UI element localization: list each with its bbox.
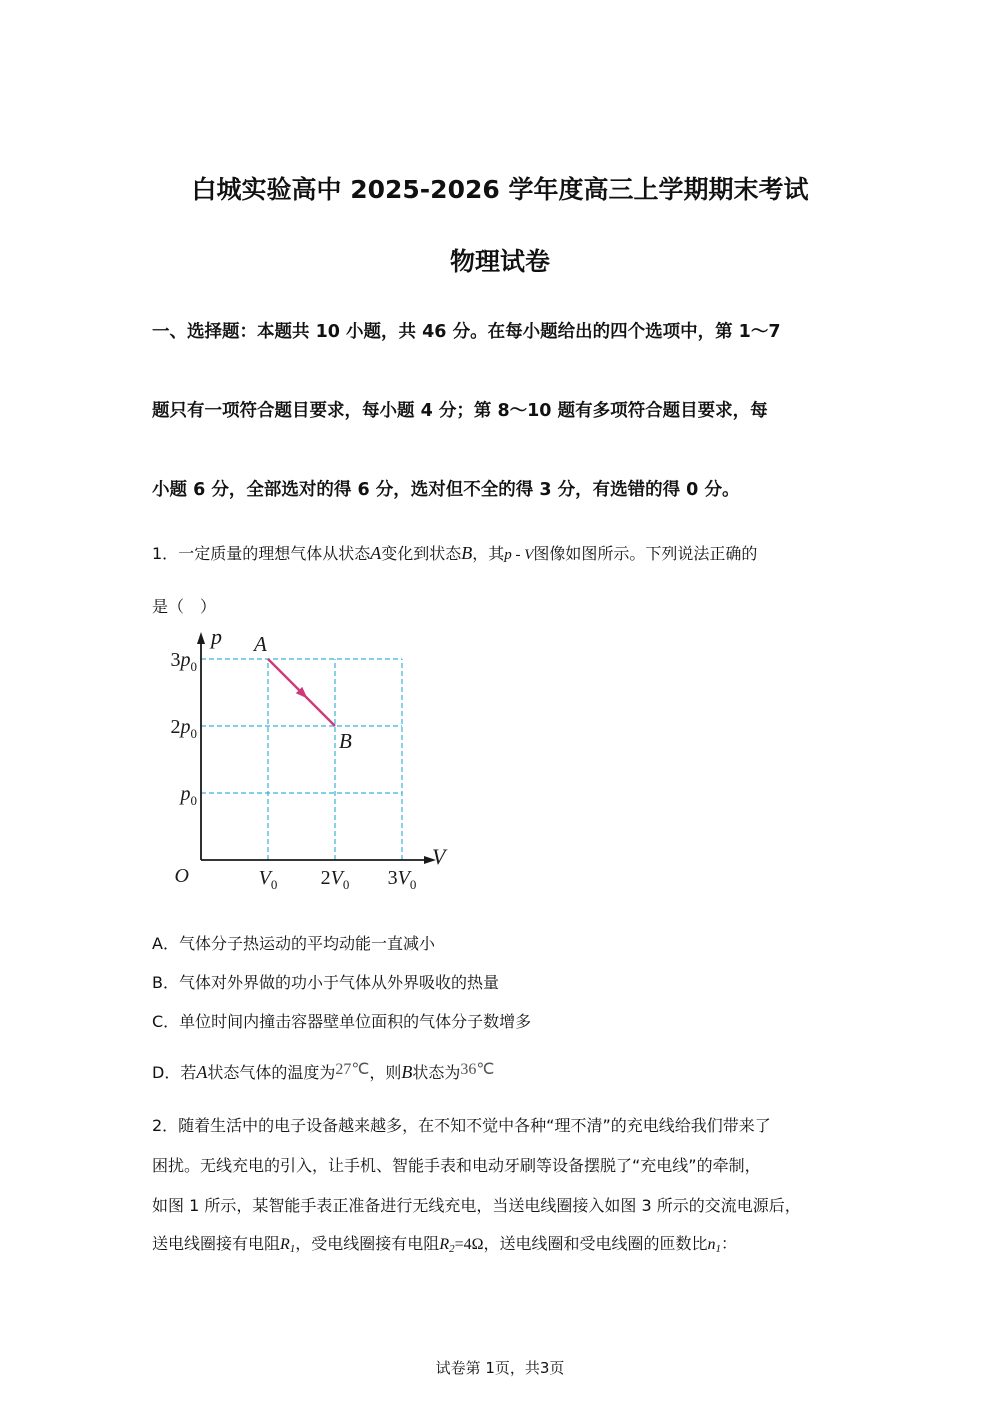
diagram-labels <box>171 626 449 892</box>
q1-stem-c: ，其 <box>472 544 505 563</box>
axes <box>197 632 436 864</box>
q1-number: 1． <box>152 544 179 563</box>
q2-line-4-c: ，送电线圈和受电线圈的匝数比 <box>483 1234 708 1253</box>
q1-stem-line-1 <box>152 541 757 564</box>
y-tick-label: $p_0$ <box>180 783 197 808</box>
q1-option-a[interactable]: A．气体分子热运动的平均动能一直减小 <box>152 934 435 953</box>
q1-option-d-mid: 状态气体的温度为 <box>207 1063 336 1082</box>
point-a-label: A <box>254 632 267 656</box>
q2-line-1: 2．随着生活中的电子设备越来越多，在不知不觉中各种“理不清”的充电线给我们带来了 <box>152 1116 771 1135</box>
section-heading-line-3: 小题 6 分，全部选对的得 6 分，选对但不全的得 3 分，有选错的得 0 分。 <box>152 480 740 500</box>
page-footer: 试卷第 1页，共3页 <box>435 1359 565 1377</box>
q1-stem-a: 一定质量的理想气体从状态 <box>178 544 371 563</box>
q2-r1-sub: 1 <box>289 1243 296 1255</box>
pv-diagram <box>160 626 460 896</box>
q2-line-4 <box>152 1231 737 1255</box>
q1-stem-line-2: 是（ ） <box>152 597 217 616</box>
x-axis-label: V <box>432 844 446 869</box>
q1-pv-label: p - V <box>504 547 534 563</box>
q1-option-d-var-a: A <box>196 1062 208 1082</box>
q1-var-a: A <box>370 543 382 563</box>
q2-line-3: 如图 1 所示，某智能手表正准备进行无线充电，当送电线圈接入如图 3 所示的交流电源后， <box>152 1196 801 1215</box>
x-tick-label: $V_0$ <box>258 867 278 892</box>
section-heading-line-2: 题只有一项符合题目要求，每小题 4 分；第 8～10 题有多项符合题目要求，每 <box>152 401 768 421</box>
q1-stem-d: 图像如图所示。下列说法正确的 <box>533 544 758 563</box>
q1-option-d[interactable] <box>152 1060 494 1083</box>
q1-var-b: B <box>461 543 473 563</box>
subject-title: 物理试卷 <box>449 247 550 276</box>
q2-line-4-a: 送电线圈接有电阻 <box>152 1234 281 1253</box>
y-tick-label: $3p_0$ <box>170 649 197 674</box>
q2-r2-value: =4Ω <box>454 1236 484 1253</box>
q2-n1: n <box>707 1236 716 1253</box>
q1-option-b[interactable]: B．气体对外界做的功小于气体从外界吸收的热量 <box>152 973 499 992</box>
exam-title: 白城实验高中 2025-2026 学年度高三上学期期末考试 <box>191 175 809 204</box>
q1-stem-b: 变化到状态 <box>381 544 462 563</box>
q2-line-4-b: ，受电线圈接有电阻 <box>295 1234 440 1253</box>
q1-option-d-post: 状态为 <box>412 1063 461 1082</box>
q2-line-2: 困扰。无线充电的引入，让手机、智能手表和电动牙刷等设备摆脱了“充电线”的牵制， <box>152 1156 761 1175</box>
process-arrow <box>268 659 335 726</box>
q1-option-c[interactable]: C．单位时间内撞击容器壁单位面积的气体分子数增多 <box>152 1012 532 1031</box>
q2-n1-sub: 1 <box>715 1243 722 1255</box>
q2-line-4-d: ： <box>721 1234 738 1253</box>
q1-option-d-temp-a: 27℃ <box>335 1061 370 1078</box>
point-b-label: B <box>339 729 352 753</box>
q2-r2-sub: 2 <box>449 1243 455 1255</box>
y-tick-label: $2p_0$ <box>170 716 197 741</box>
section-heading-line-1: 一、选择题：本题共 10 小题，共 46 分。在每小题给出的四个选项中，第 1～7 <box>152 322 781 342</box>
y-axis-arrowhead <box>197 632 205 644</box>
q1-option-d-var-b: B <box>401 1062 413 1082</box>
origin-label: O <box>174 865 189 887</box>
q1-option-d-temp-b: 36℃ <box>460 1061 495 1078</box>
x-tick-label: $3V_0$ <box>387 867 417 892</box>
y-axis-label: p <box>211 626 222 649</box>
x-tick-label: $2V_0$ <box>320 867 350 892</box>
q1-option-d-mid2: ，则 <box>369 1063 402 1082</box>
q2-r2: R <box>439 1236 450 1253</box>
q1-option-d-pre: D．若 <box>152 1063 197 1082</box>
q2-r1: R <box>280 1236 290 1253</box>
